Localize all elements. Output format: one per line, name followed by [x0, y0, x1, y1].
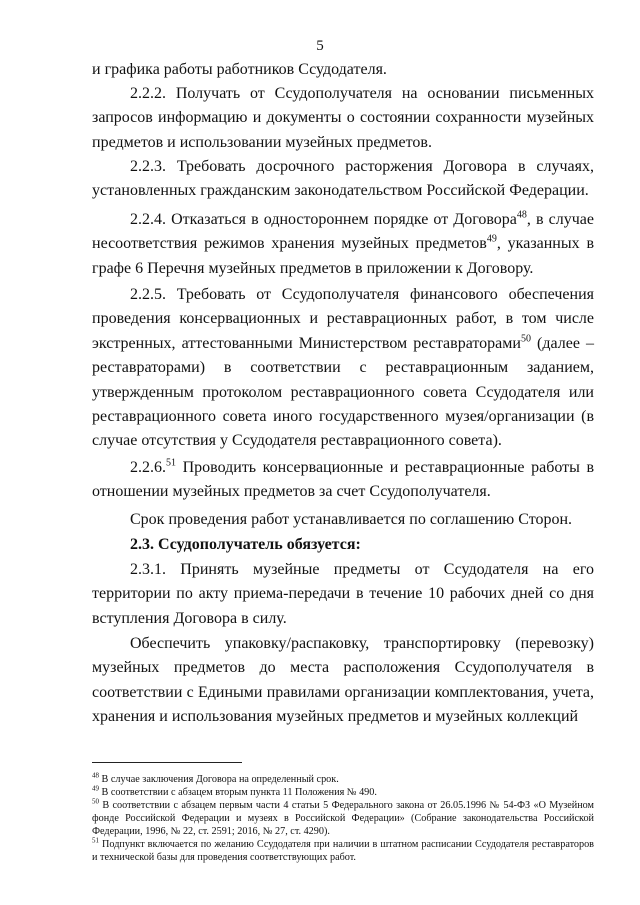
footnote-ref-48: 48 [516, 209, 527, 221]
footnote-separator [92, 762, 242, 763]
footnote-51-number: 51 [92, 836, 99, 845]
footnote-ref-51: 51 [166, 457, 176, 469]
clause-2-2-5-text-a: 2.2.5. Требовать от Ссудополучателя финансового обеспечения проведения консервационных и реставрационных работ, в том числе экстренных, аттестованными Министерством реставраторами [92, 286, 594, 352]
footnote-49 [92, 784, 594, 800]
clause-2-2-5-text-b: (далее – реставраторами) в соответствии с реставрационным заданием, утвержденным протоколом реставрационного совета Ссудодателя или реставрационного совета иного государственного музея/организации (в случае отсутствия у Ссудодателя реставрационного совета). [92, 334, 594, 450]
footnote-48-text: В случае заключения Договора на определенный срок. [99, 774, 339, 785]
footnote-51-text: Подпункт включается по желанию Ссудодателя при наличии в штатном расписании Ссудодателя реставраторов и технической базы для проведения соответствующих работ. [92, 839, 594, 863]
clause-2-2-4-text-a: 2.2.4. Отказаться в одностороннем порядке от Договора [130, 211, 517, 228]
works-term-paragraph: Срок проведения работ устанавливается по соглашению Сторон. [130, 511, 573, 528]
clause-2-2-6-text: Проводить консервационные и реставрационные работы в отношении музейных предметов за счет Ссудополучателя. [92, 459, 594, 501]
page-number: 5 [316, 38, 324, 54]
footnote-ref-50: 50 [520, 333, 531, 345]
footnote-49-number: 49 [92, 784, 99, 793]
clause-2-2-6 [92, 456, 594, 505]
footnote-48-number: 48 [92, 771, 99, 780]
footnote-49-text: В соответствии с абзацем вторым пункта 11 Положения № 490. [99, 787, 377, 798]
paragraph-continuation: и графика работы работников Ссудодателя. [92, 61, 387, 78]
clause-2-2-4-text-c: , указанных в графе 6 Перечня музейных предметов в приложении к Договору. [92, 235, 594, 277]
clause-2-2-6-number: 2.2.6. [130, 459, 166, 476]
footnote-51 [92, 836, 594, 865]
clause-2-3-1: 2.3.1. Принять музейные предметы от Ссудодателя на его территории по акту приема-передачи в течение 10 рабочих дней со дня вступления Договора в силу. [92, 561, 594, 627]
clause-2-2-2: 2.2.2. Получать от Ссудополучателя на основании письменных запросов информацию и документы о состоянии сохранности музейных предметов и использовании музейных предметов. [92, 85, 594, 151]
clause-2-2-5 [92, 283, 594, 454]
footnote-ref-49: 49 [486, 234, 497, 246]
clause-2-2-4 [92, 208, 594, 281]
footnote-50-number: 50 [92, 797, 99, 806]
footnote-50 [92, 797, 594, 838]
provide-packing-paragraph: Обеспечить упаковку/распаковку, транспортировку (перевозку) музейных предметов до места расположения Ссудополучателя в соответствии с Едиными правилами организации комплектования, учета, хранения и использования музейных предметов и музейных коллекций [92, 635, 594, 726]
clause-2-2-4-text-b: , в случае несоответствия режимов хранения музейных предметов [92, 211, 595, 253]
clause-2-2-3: 2.2.3. Требовать досрочного расторжения Договора в случаях, установленных гражданским законодательством Российской Федерации. [92, 158, 594, 200]
footnote-50-text: В соответствии с абзацем первым части 4 статьи 5 Федерального закона от 26.05.1996 № 54-ФЗ «О Музейном фонде Российской Федерации и музеях в Российской Федерации» (Собрание законодательства Российской Федерации, 1996, № 22, ст. 2591; 2016, № 27, ст. 4290). [92, 800, 594, 837]
section-2-3-heading: 2.3. Ссудополучатель обязуется: [130, 536, 361, 553]
footnote-48 [92, 771, 594, 787]
